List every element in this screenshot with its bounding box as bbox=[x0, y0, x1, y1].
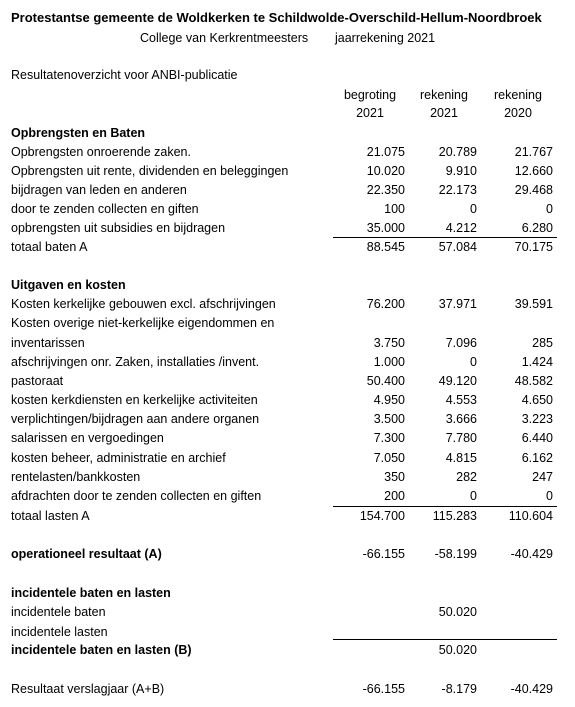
cell-begroting-2021: 22.350 bbox=[366, 183, 405, 197]
cell-begroting-2021: 10.020 bbox=[366, 164, 405, 178]
row-label-wrapped: Kosten overige niet-kerkelijke eigendommen en bbox=[11, 316, 275, 330]
cell-rekening-2020: 48.582 bbox=[514, 374, 553, 388]
row-label: Opbrengsten onroerende zaken. bbox=[11, 145, 191, 159]
total-divider bbox=[333, 237, 557, 238]
col-header-line2: 2020 bbox=[504, 106, 532, 120]
cell-rekening-2021: 115.283 bbox=[432, 509, 477, 523]
row-label: operationeel resultaat (A) bbox=[11, 547, 162, 561]
cell-rekening-2021: 9.910 bbox=[445, 164, 477, 178]
cell-rekening-2021: 4.815 bbox=[445, 451, 477, 465]
row-label: verplichtingen/bijdragen aan andere organen bbox=[11, 412, 260, 426]
cell-begroting-2021: 76.200 bbox=[366, 297, 405, 311]
row-label: kosten kerkdiensten en kerkelijke activiteiten bbox=[11, 393, 258, 407]
row-label: afdrachten door te zenden collecten en giften bbox=[11, 489, 262, 503]
cell-rekening-2021: 49.120 bbox=[438, 374, 477, 388]
cell-rekening-2021: 0 bbox=[470, 489, 477, 503]
col-header-line2: 2021 bbox=[430, 106, 458, 120]
cell-rekening-2021: 7.096 bbox=[445, 336, 477, 350]
cell-begroting-2021: 200 bbox=[384, 489, 405, 503]
cell-begroting-2021: 350 bbox=[384, 470, 405, 484]
cell-rekening-2021: -58.199 bbox=[434, 547, 477, 561]
row-label: Opbrengsten uit rente, dividenden en beleggingen bbox=[11, 164, 289, 178]
section-heading-baten: Opbrengsten en Baten bbox=[11, 126, 146, 140]
cell-rekening-2020: 1.424 bbox=[521, 355, 553, 369]
cell-rekening-2021: 4.553 bbox=[445, 393, 477, 407]
row-label: Resultaat verslagjaar (A+B) bbox=[11, 682, 165, 696]
col-header-begroting-2021 bbox=[335, 88, 405, 120]
document-title: Protestantse gemeente de Woldkerken te Schildwolde-Overschild-Hellum-Noordbroek bbox=[11, 10, 542, 25]
row-label: afschrijvingen onr. Zaken, installaties /invent. bbox=[11, 355, 260, 369]
cell-begroting-2021: 7.050 bbox=[373, 451, 405, 465]
cell-begroting-2021: 3.750 bbox=[373, 336, 405, 350]
cell-rekening-2021: 3.666 bbox=[445, 412, 477, 426]
cell-rekening-2021: 282 bbox=[456, 470, 477, 484]
row-label: incidentele baten bbox=[11, 605, 106, 619]
cell-begroting-2021: 88.545 bbox=[366, 240, 405, 254]
cell-rekening-2020: 70.175 bbox=[514, 240, 553, 254]
cell-rekening-2020: 3.223 bbox=[521, 412, 553, 426]
cell-rekening-2021: 57.084 bbox=[438, 240, 477, 254]
cell-rekening-2021: 22.173 bbox=[438, 183, 477, 197]
cell-rekening-2021: 50.020 bbox=[438, 605, 477, 619]
cell-rekening-2020: 0 bbox=[546, 489, 553, 503]
cell-rekening-2021: 37.971 bbox=[438, 297, 477, 311]
row-label: bijdragen van leden en anderen bbox=[11, 183, 187, 197]
cell-rekening-2021: 4.212 bbox=[445, 221, 477, 235]
cell-rekening-2020: 12.660 bbox=[514, 164, 553, 178]
row-label: incidentele baten en lasten (B) bbox=[11, 643, 192, 657]
row-label: inventarissen bbox=[11, 336, 85, 350]
cell-rekening-2020: 6.162 bbox=[521, 451, 553, 465]
cell-rekening-2020: 285 bbox=[532, 336, 553, 350]
col-header-line1: rekening bbox=[420, 88, 468, 102]
cell-begroting-2021: 1.000 bbox=[373, 355, 405, 369]
col-header-line2: 2021 bbox=[356, 106, 384, 120]
row-label: totaal lasten A bbox=[11, 509, 90, 523]
cell-begroting-2021: -66.155 bbox=[362, 547, 405, 561]
row-label: opbrengsten uit subsidies en bijdragen bbox=[11, 221, 226, 235]
cell-begroting-2021: 3.500 bbox=[373, 412, 405, 426]
row-label: incidentele lasten bbox=[11, 625, 108, 639]
cell-rekening-2021: 0 bbox=[470, 355, 477, 369]
section-heading-incidenteel: incidentele baten en lasten bbox=[11, 586, 171, 600]
col-header-line1: rekening bbox=[494, 88, 542, 102]
cell-begroting-2021: -66.155 bbox=[362, 682, 405, 696]
cell-rekening-2021: -8.179 bbox=[441, 682, 477, 696]
row-label: door te zenden collecten en giften bbox=[11, 202, 199, 216]
cell-rekening-2020: 4.650 bbox=[521, 393, 553, 407]
total-divider bbox=[333, 639, 557, 640]
row-label: kosten beheer, administratie en archief bbox=[11, 451, 226, 465]
row-label: salarissen en vergoedingen bbox=[11, 431, 164, 445]
cell-begroting-2021: 100 bbox=[384, 202, 405, 216]
cell-begroting-2021: 35.000 bbox=[366, 221, 405, 235]
cell-rekening-2020: 0 bbox=[546, 202, 553, 216]
cell-begroting-2021: 21.075 bbox=[366, 145, 405, 159]
cell-rekening-2020: 29.468 bbox=[514, 183, 553, 197]
row-label: pastoraat bbox=[11, 374, 64, 388]
cell-begroting-2021: 7.300 bbox=[373, 431, 405, 445]
col-header-rekening-2021 bbox=[409, 88, 479, 120]
cell-rekening-2020: 39.591 bbox=[514, 297, 553, 311]
cell-rekening-2020: 6.280 bbox=[521, 221, 553, 235]
cell-rekening-2021: 0 bbox=[470, 202, 477, 216]
cell-begroting-2021: 4.950 bbox=[373, 393, 405, 407]
subtitle-college: College van Kerkrentmeesters bbox=[140, 31, 309, 45]
cell-rekening-2020: 247 bbox=[532, 470, 553, 484]
total-divider bbox=[333, 506, 557, 507]
cell-begroting-2021: 154.700 bbox=[359, 509, 405, 523]
section-heading-lasten: Uitgaven en kosten bbox=[11, 278, 126, 292]
cell-rekening-2020: 6.440 bbox=[521, 431, 553, 445]
cell-rekening-2021: 50.020 bbox=[438, 643, 477, 657]
row-label: totaal baten A bbox=[11, 240, 88, 254]
cell-rekening-2021: 7.780 bbox=[445, 431, 477, 445]
cell-rekening-2021: 20.789 bbox=[438, 145, 477, 159]
col-header-line1: begroting bbox=[343, 88, 397, 102]
cell-rekening-2020: 21.767 bbox=[514, 145, 553, 159]
row-label: rentelasten/bankkosten bbox=[11, 470, 141, 484]
col-header-rekening-2020 bbox=[483, 88, 553, 120]
report-label: Resultatenoverzicht voor ANBI-publicatie bbox=[11, 68, 238, 82]
cell-rekening-2020: 110.604 bbox=[508, 509, 553, 523]
cell-rekening-2020: -40.429 bbox=[510, 682, 553, 696]
cell-begroting-2021: 50.400 bbox=[366, 374, 405, 388]
row-label: Kosten kerkelijke gebouwen excl. afschrijvingen bbox=[11, 297, 276, 311]
subtitle-jaarrekening: jaarrekening 2021 bbox=[335, 31, 436, 45]
cell-rekening-2020: -40.429 bbox=[510, 547, 553, 561]
